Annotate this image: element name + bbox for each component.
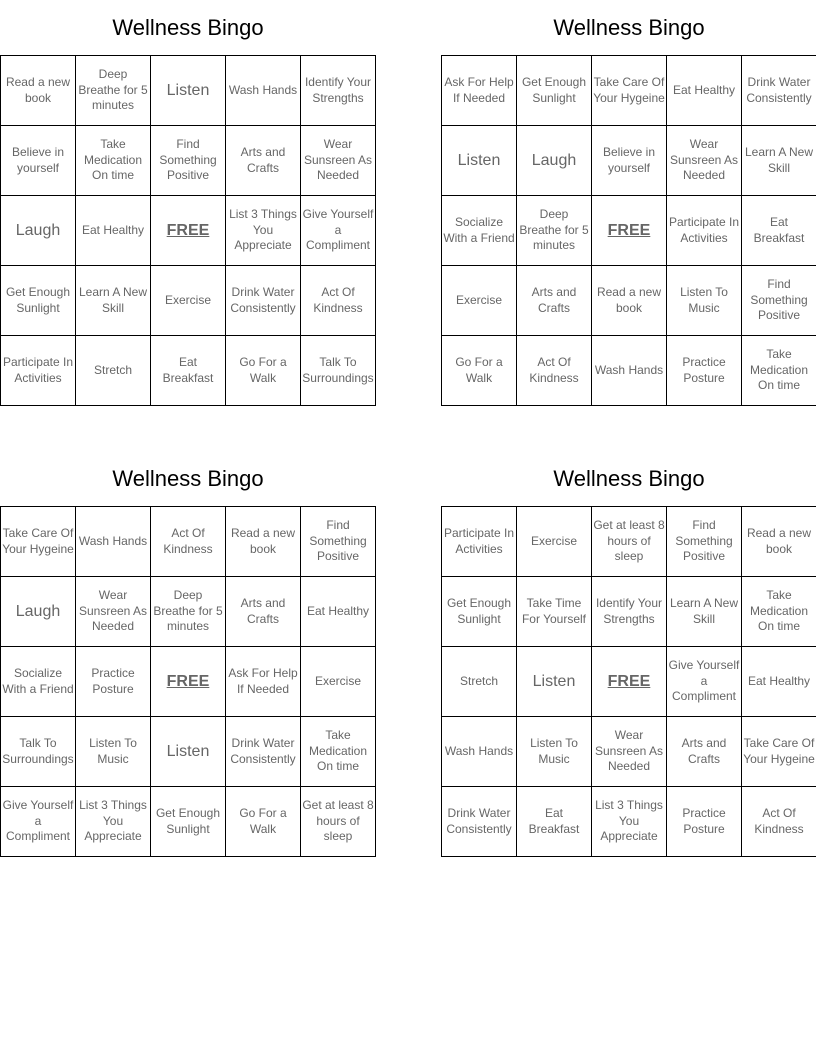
bingo-cell: Find Something Positive [301, 507, 376, 577]
bingo-cell: Take Medication On time [742, 336, 816, 406]
bingo-cell: Identify Your Strengths [592, 577, 667, 647]
bingo-cell: Socialize With a Friend [1, 647, 76, 717]
bingo-cell: Read a new book [742, 507, 816, 577]
bingo-card-4 [441, 451, 816, 857]
free-space: FREE [151, 196, 226, 266]
bingo-cell: Act Of Kindness [151, 507, 226, 577]
bingo-cell: Eat Healthy [301, 577, 376, 647]
bingo-cell: Practice Posture [667, 336, 742, 406]
bingo-cell: Find Something Positive [151, 126, 226, 196]
bingo-cell: Laugh [1, 577, 76, 647]
bingo-cell: Eat Healthy [76, 196, 151, 266]
bingo-cell: Believe in yourself [1, 126, 76, 196]
bingo-cell: Eat Healthy [667, 56, 742, 126]
bingo-cell: Arts and Crafts [226, 126, 301, 196]
bingo-cell: Act Of Kindness [742, 787, 816, 857]
bingo-cell: Find Something Positive [742, 266, 816, 336]
bingo-cell: Wear Sunsreen As Needed [301, 126, 376, 196]
card-title: Wellness Bingo [112, 15, 264, 40]
bingo-cell: Laugh [517, 126, 592, 196]
bingo-cell: Get Enough Sunlight [442, 577, 517, 647]
bingo-cell: Drink Water Consistently [226, 717, 301, 787]
bingo-cell: Take Medication On time [301, 717, 376, 787]
bingo-cell: Eat Breakfast [742, 196, 816, 266]
bingo-cell: Get Enough Sunlight [1, 266, 76, 336]
bingo-cell: Read a new book [1, 56, 76, 126]
bingo-cell: Take Care Of Your Hygeine [592, 56, 667, 126]
bingo-cell: List 3 Things You Appreciate [226, 196, 301, 266]
card-title: Wellness Bingo [553, 466, 705, 491]
bingo-cell: Listen To Music [76, 717, 151, 787]
bingo-cell: Take Medication On time [742, 577, 816, 647]
bingo-cell: Take Medication On time [76, 126, 151, 196]
bingo-cell: Talk To Surroundings [301, 336, 376, 406]
bingo-cell: Learn A New Skill [667, 577, 742, 647]
bingo-cell: Act Of Kindness [301, 266, 376, 336]
bingo-cell: Exercise [301, 647, 376, 717]
bingo-grid [441, 55, 816, 406]
bingo-cell: Practice Posture [76, 647, 151, 717]
bingo-cell: Read a new book [226, 507, 301, 577]
bingo-cell: Wear Sunsreen As Needed [667, 126, 742, 196]
bingo-cell: Drink Water Consistently [742, 56, 816, 126]
bingo-cell: Deep Breathe for 5 minutes [76, 56, 151, 126]
bingo-cell: Talk To Surroundings [1, 717, 76, 787]
bingo-cell: Arts and Crafts [226, 577, 301, 647]
bingo-cell: Get at least 8 hours of sleep [592, 507, 667, 577]
bingo-cell: Deep Breathe for 5 minutes [517, 196, 592, 266]
bingo-cell: Find Something Positive [667, 507, 742, 577]
bingo-cell: Wash Hands [442, 717, 517, 787]
bingo-cell: Ask For Help If Needed [226, 647, 301, 717]
bingo-cell: Wash Hands [592, 336, 667, 406]
bingo-cell: Give Yourself a Compliment [1, 787, 76, 857]
bingo-cell: Get Enough Sunlight [517, 56, 592, 126]
bingo-cell: Eat Breakfast [517, 787, 592, 857]
bingo-grid [0, 506, 376, 857]
bingo-cell: Drink Water Consistently [442, 787, 517, 857]
bingo-cell: Wear Sunsreen As Needed [592, 717, 667, 787]
bingo-cell: Go For a Walk [226, 336, 301, 406]
bingo-cell: Arts and Crafts [667, 717, 742, 787]
bingo-cell: Take Time For Yourself [517, 577, 592, 647]
bingo-cell: Participate In Activities [667, 196, 742, 266]
bingo-cell: Give Yourself a Compliment [667, 647, 742, 717]
free-space: FREE [151, 647, 226, 717]
bingo-cell: Listen [517, 647, 592, 717]
bingo-card-3 [0, 451, 376, 857]
bingo-cell: Deep Breathe for 5 minutes [151, 577, 226, 647]
bingo-cell: Take Care Of Your Hygeine [1, 507, 76, 577]
free-space: FREE [592, 196, 667, 266]
bingo-cell: Listen [151, 56, 226, 126]
bingo-cell: Exercise [517, 507, 592, 577]
bingo-cell: Wash Hands [226, 56, 301, 126]
bingo-grid [441, 506, 816, 857]
bingo-cell: Socialize With a Friend [442, 196, 517, 266]
bingo-cell: Learn A New Skill [742, 126, 816, 196]
bingo-cell: Eat Healthy [742, 647, 816, 717]
bingo-cell: List 3 Things You Appreciate [592, 787, 667, 857]
bingo-cell: Stretch [442, 647, 517, 717]
bingo-cell: Wash Hands [76, 507, 151, 577]
card-title: Wellness Bingo [553, 15, 705, 40]
bingo-cell: Listen To Music [667, 266, 742, 336]
free-space: FREE [592, 647, 667, 717]
bingo-cell: Eat Breakfast [151, 336, 226, 406]
bingo-cell: Get Enough Sunlight [151, 787, 226, 857]
bingo-cell: Listen To Music [517, 717, 592, 787]
bingo-cell: Listen [442, 126, 517, 196]
bingo-cell: Give Yourself a Compliment [301, 196, 376, 266]
bingo-cell: Ask For Help If Needed [442, 56, 517, 126]
bingo-cell: Identify Your Strengths [301, 56, 376, 126]
bingo-cell: Act Of Kindness [517, 336, 592, 406]
bingo-cell: Practice Posture [667, 787, 742, 857]
bingo-grid [0, 55, 376, 406]
bingo-cell: Believe in yourself [592, 126, 667, 196]
bingo-cell: Get at least 8 hours of sleep [301, 787, 376, 857]
card-title: Wellness Bingo [112, 466, 264, 491]
bingo-cell: Exercise [151, 266, 226, 336]
bingo-cell: Listen [151, 717, 226, 787]
bingo-cell: Arts and Crafts [517, 266, 592, 336]
bingo-cell: List 3 Things You Appreciate [76, 787, 151, 857]
bingo-cell: Wear Sunsreen As Needed [76, 577, 151, 647]
bingo-cell: Stretch [76, 336, 151, 406]
bingo-cell: Drink Water Consistently [226, 266, 301, 336]
bingo-cell: Exercise [442, 266, 517, 336]
bingo-cell: Take Care Of Your Hygeine [742, 717, 816, 787]
bingo-cell: Go For a Walk [226, 787, 301, 857]
bingo-cell: Go For a Walk [442, 336, 517, 406]
bingo-cell: Participate In Activities [1, 336, 76, 406]
bingo-cell: Learn A New Skill [76, 266, 151, 336]
bingo-cell: Read a new book [592, 266, 667, 336]
bingo-card-1 [0, 0, 376, 406]
bingo-cell: Laugh [1, 196, 76, 266]
bingo-cell: Participate In Activities [442, 507, 517, 577]
bingo-card-2 [441, 0, 816, 406]
